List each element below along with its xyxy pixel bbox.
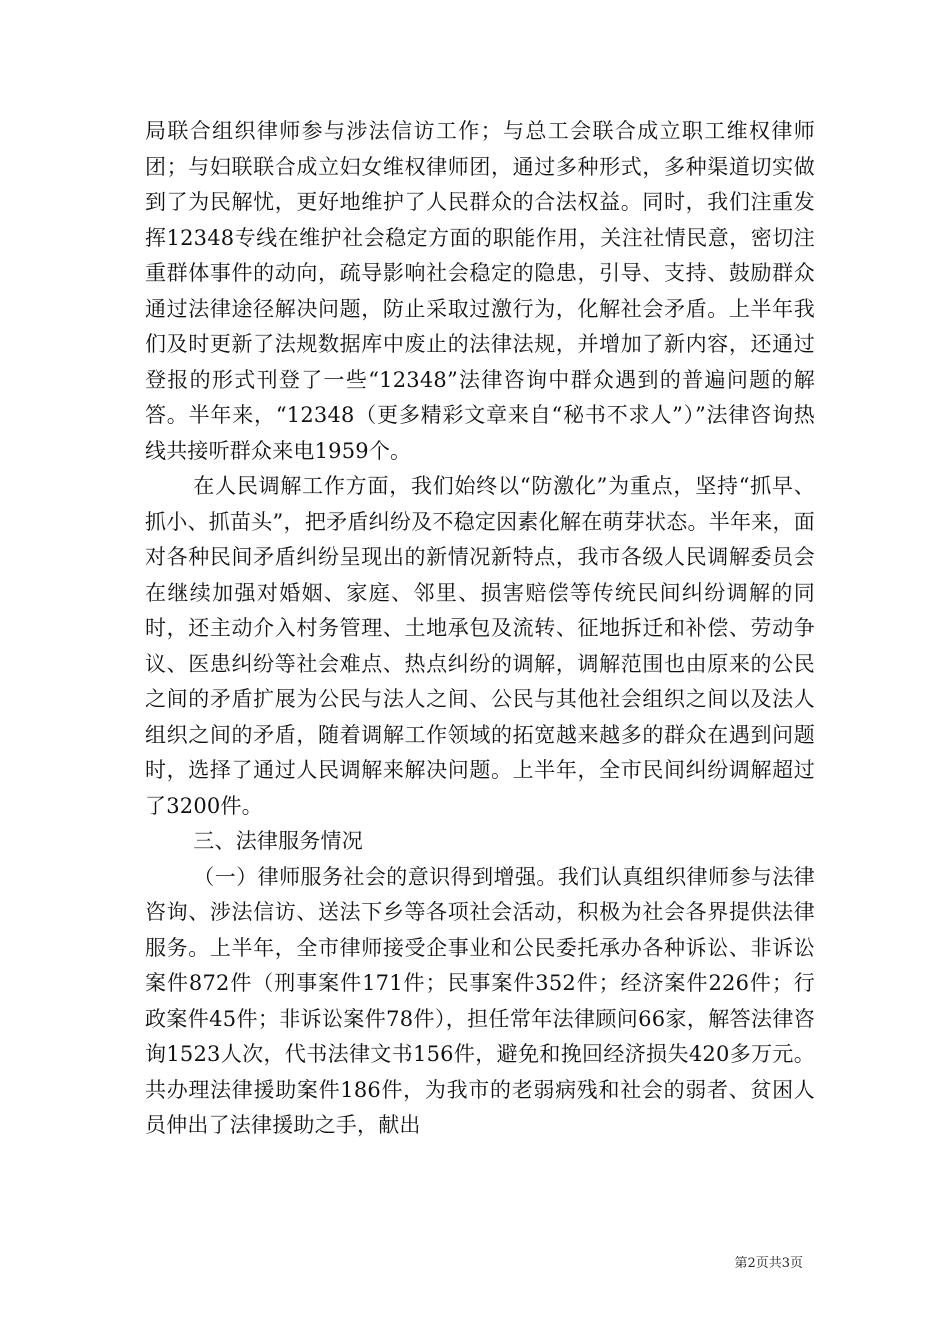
paragraph-people-mediation: 在人民调解工作方面，我们始终以“防激化”为重点，坚持“抓早、抓小、抓苗头”，把矛盾纠纷及不稳定因素化解在萌芽状态。半年来，面对各种民间矛盾纠纷呈现出的新情况新特点，我市各级人民调解委员会在继续加强对婚姻、家庭、邻里、损害赔偿等传统民间纠纷调解的同时，还主动介入村务管理、土地承包及流转、征地拆迁和补偿、劳动争议、医患纠纷等社会难点、热点纠纷的调解，调解范围也由原来的公民之间的矛盾扩展为公民与法人之间、公民与其他社会组织之间以及法人组织之间的矛盾，随着调解工作领域的拓宽越来越多的群众在遇到问题时，选择了通过人民调解来解决问题。上半年，全市民间纠纷调解超过了3200件。 xyxy=(145,474,815,818)
paragraph-legal-consultation: 局联合组织律师参与涉法信访工作；与总工会联合成立职工维权律师团；与妇联联合成立妇女维权律师团，通过多种形式，多种渠道切实做到了为民解忧，更好地维护了人民群众的合法权益。同时，我们注重发挥12348专线在维护社会稳定方面的职能作用，关注社情民意，密切注重群体事件的动向，疏导影响社会稳定的隐患，引导、支持、鼓励群众通过法律途径解决问题，防止采取过激行为，化解社会矛盾。上半年我们及时更新了法规数据库中废止的法律法规，并增加了新内容，还通过登报的形式刊登了一些“12348”法律咨询中群众遇到的普遍问题的解答。半年来，“12348（更多精彩文章来自“秘书不求人”）”法律咨询热线共接听群众来电1959个。 xyxy=(145,119,815,463)
document-body xyxy=(145,114,815,1144)
paragraph-lawyer-services: （一）律师服务社会的意识得到增强。我们认真组织律师参与法律咨询、涉法信访、送法下乡等各项社会活动，积极为社会各界提供法律服务。上半年，全市律师接受企事业和公民委托承办各种诉讼、非诉讼案件872件（刑事案件171件；民事案件352件；经济案件226件；行政案件45件；非诉讼案件78件），担任常年法律顾问66家，解答法律咨询1523人次，代书法律文书156件，避免和挽回经济损失420多万元。共办理法律援助案件186件，为我市的老弱病残和社会的弱者、贫困人员伸出了法律援助之手，献出 xyxy=(145,864,815,1137)
page-number-footer: 第2页共3页 xyxy=(734,1256,803,1271)
section-heading-legal-services: 三、法律服务情况 xyxy=(193,829,363,853)
